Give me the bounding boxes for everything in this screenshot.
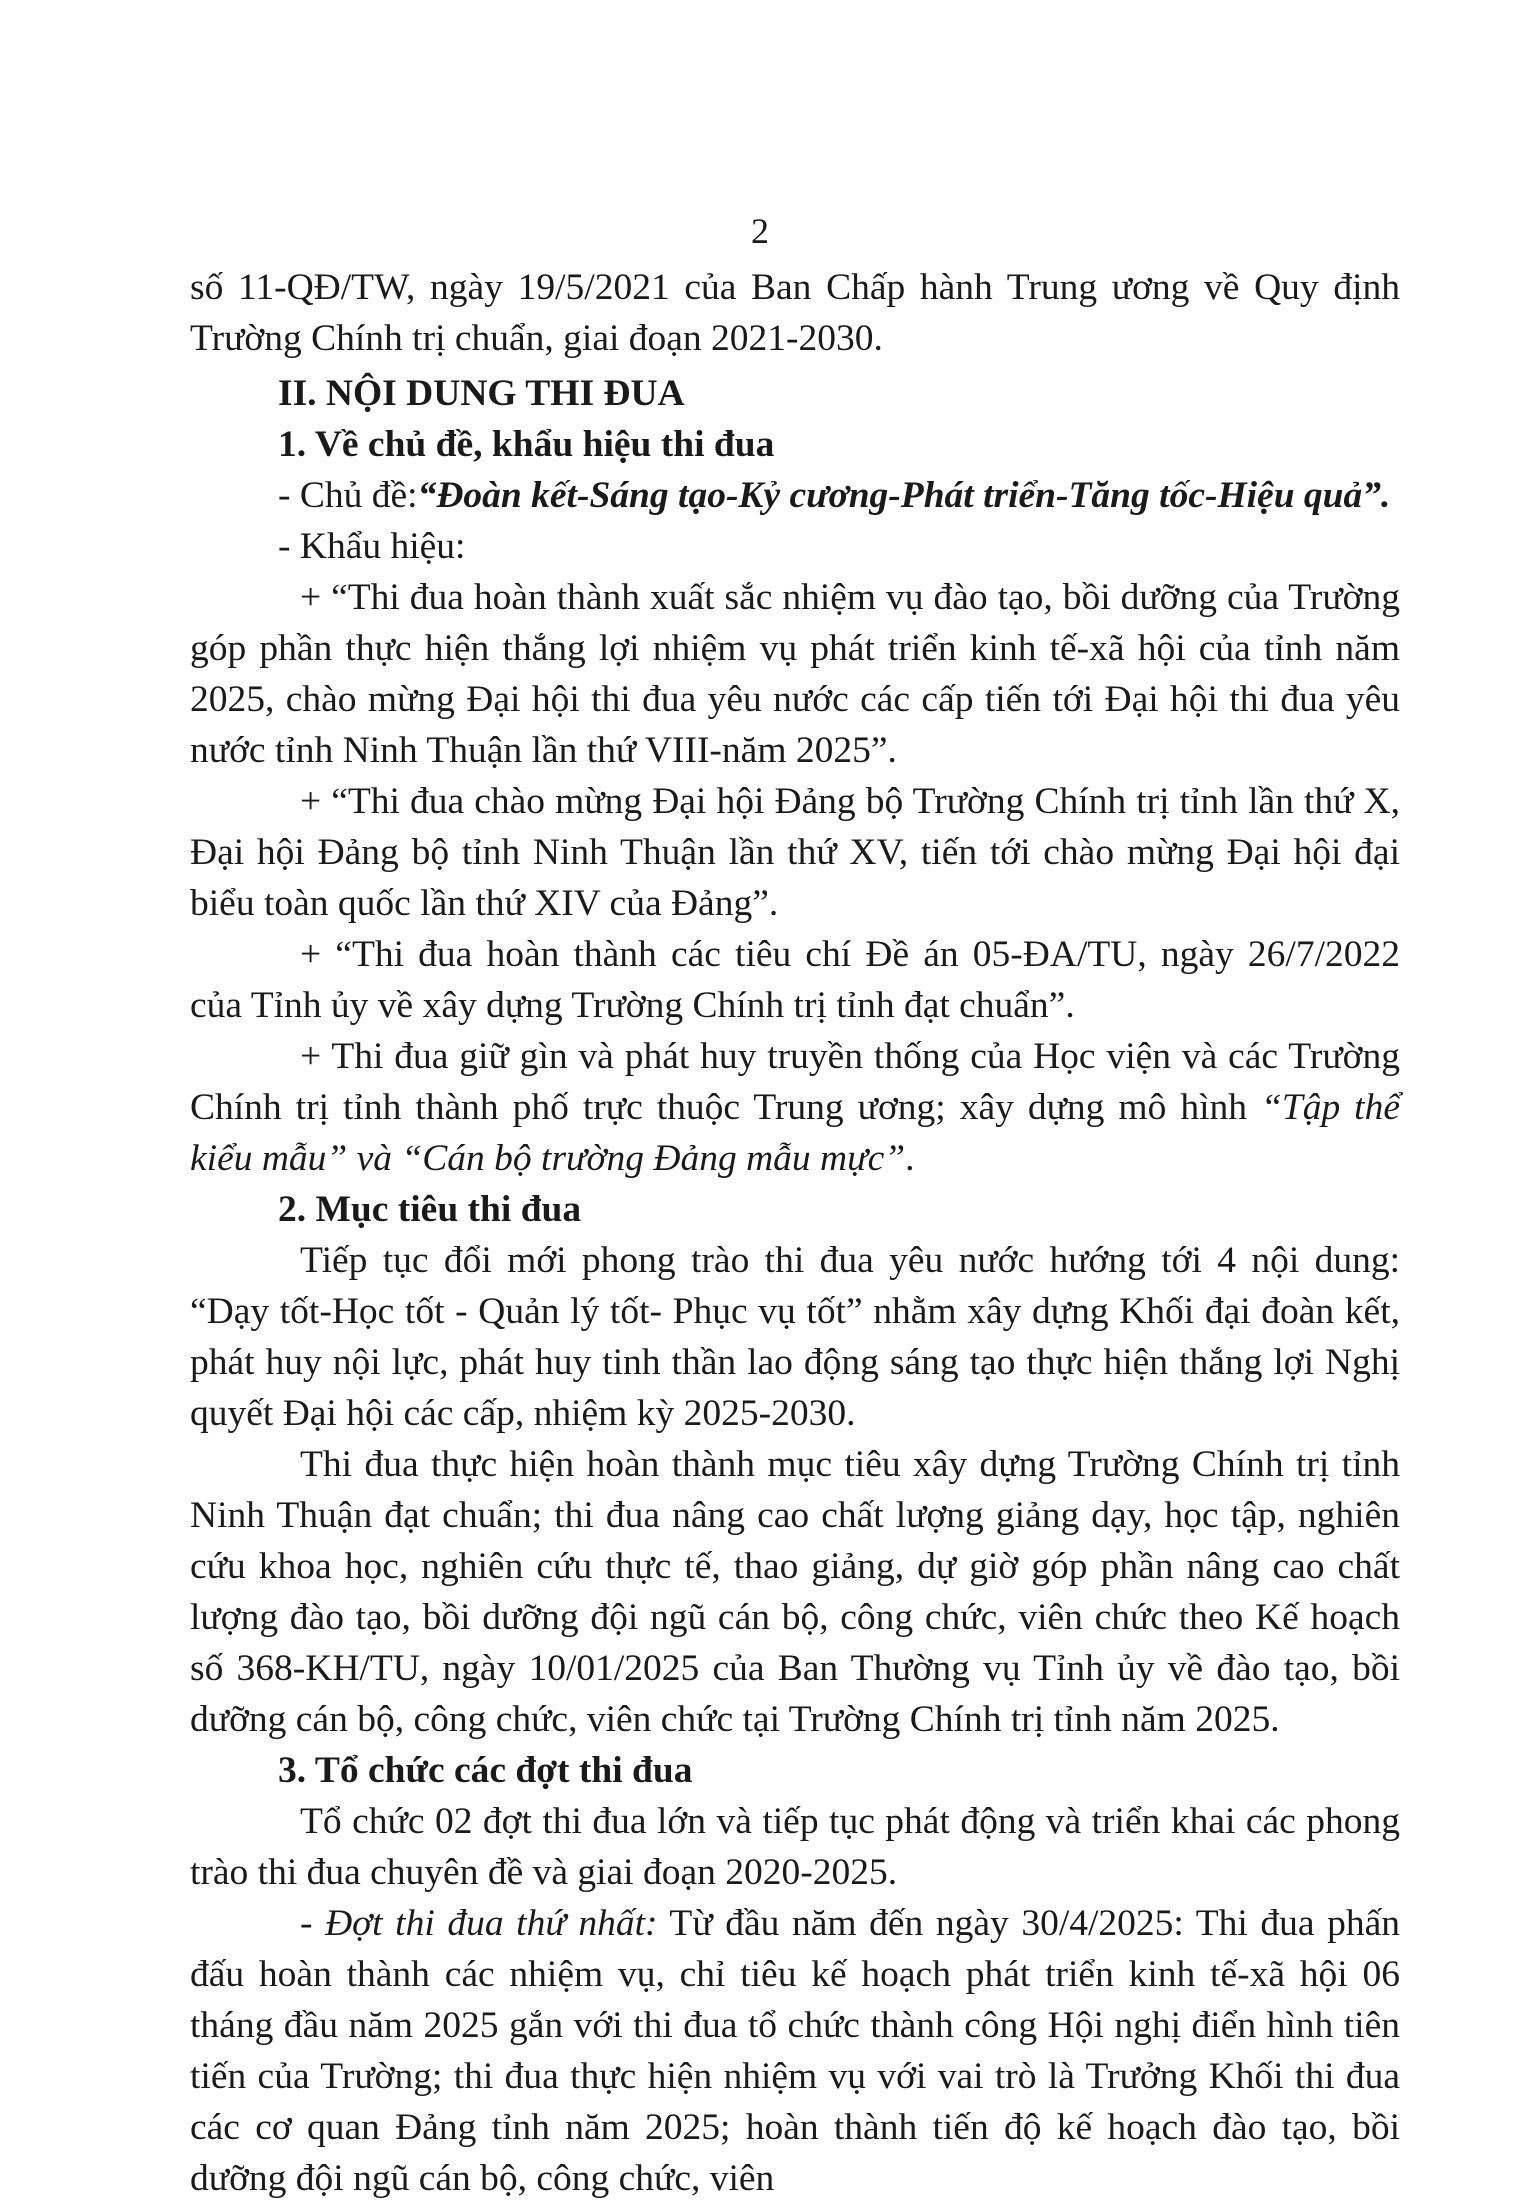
theme-line <box>190 470 1400 521</box>
phase-1-paragraph: - Đợt thi đua thứ nhất: Từ đầu năm đến ngày 30/4/2025: Thi đua phấn đấu hoàn thành các nhiệm vụ, chỉ tiêu kế hoạch phát triển kinh tế-xã hội 06 tháng đầu năm 2025 gắn với thi đua tổ chức thành công Hội nghị điển hình tiên tiến của Trường; thi đua thực hiện nhiệm vụ với vai trò là Trưởng Khối thi đua các cơ quan Đảng tỉnh năm 2025; hoàn thành tiến độ kế hoạch đào tạo, bồi dưỡng đội ngũ cán bộ, công chức, viên <box>190 1903 1400 2199</box>
theme-label: - Chủ đề: <box>278 475 418 516</box>
slogan-item-4: + Thi đua giữ gìn và phát huy truyền thống của Học viện và các Trường Chính trị tỉnh thành phố trực thuộc Trung ương; xây dựng mô hình “Tập thể kiểu mẫu” và “Cán bộ trường Đảng mẫu mực”. <box>190 1036 1400 1179</box>
intro-paragraph: số 11-QĐ/TW, ngày 19/5/2021 của Ban Chấp hành Trung ương về Quy định Trường Chính trị chuẩn, giai đoạn 2021-2030. <box>190 267 1400 359</box>
section-heading: II. NỘI DUNG THI ĐUA <box>278 373 685 414</box>
slogan-label: - Khẩu hiệu: <box>278 526 466 567</box>
theme-text: “Đoàn kết-Sáng tạo-Kỷ cương-Phát triển-Tăng tốc-Hiệu quả”. <box>417 475 1391 516</box>
heading-organization: 3. Tổ chức các đợt thi đua <box>278 1750 693 1791</box>
slogan-item-2: + “Thi đua chào mừng Đại hội Đảng bộ Trường Chính trị tỉnh lần thứ X, Đại hội Đảng bộ tỉnh Ninh Thuận lần thứ XV, tiến tới chào mừng Đại hội đại biểu toàn quốc lần thứ XIV của Đảng”. <box>190 781 1400 924</box>
heading-theme-slogan: 1. Về chủ đề, khẩu hiệu thi đua <box>278 424 775 465</box>
organization-paragraph: Tổ chức 02 đợt thi đua lớn và tiếp tục phát động và triển khai các phong trào thi đua chuyên đề và giai đoạn 2020-2025. <box>190 1801 1400 1893</box>
heading-goals: 2. Mục tiêu thi đua <box>278 1189 582 1230</box>
slogan-item-3: + “Thi đua hoàn thành các tiêu chí Đề án 05-ĐA/TU, ngày 26/7/2022 của Tỉnh ủy về xây dựng Trường Chính trị tỉnh đạt chuẩn”. <box>190 934 1400 1026</box>
slogan-item-1: + “Thi đua hoàn thành xuất sắc nhiệm vụ đào tạo, bồi dưỡng của Trường góp phần thực hiện thắng lợi nhiệm vụ phát triển kinh tế-xã hội của tỉnh năm 2025, chào mừng Đại hội thi đua yêu nước các cấp tiến tới Đại hội thi đua yêu nước tỉnh Ninh Thuận lần thứ VIII-năm 2025”. <box>190 577 1400 771</box>
goal-paragraph-2: Thi đua thực hiện hoàn thành mục tiêu xây dựng Trường Chính trị tỉnh Ninh Thuận đạt chuẩn; thi đua nâng cao chất lượng giảng dạy, học tập, nghiên cứu khoa học, nghiên cứu thực tế, thao giảng, dự giờ góp phần nâng cao chất lượng đào tạo, bồi dưỡng đội ngũ cán bộ, công chức, viên chức theo Kế hoạch số 368-KH/TU, ngày 10/01/2025 của Ban Thường vụ Tỉnh ủy về đào tạo, bồi dưỡng cán bộ, công chức, viên chức tại Trường Chính trị tỉnh năm 2025. <box>190 1444 1400 1740</box>
document-body <box>190 262 1400 2204</box>
page-number: 2 <box>751 211 769 251</box>
phase-1-label: - Đợt thi đua thứ nhất: <box>300 1903 658 1944</box>
goal-paragraph-1: Tiếp tục đổi mới phong trào thi đua yêu nước hướng tới 4 nội dung: “Dạy tốt-Học tốt - Quản lý tốt- Phục vụ tốt” nhằm xây dựng Khối đại đoàn kết, phát huy nội lực, phát huy tinh thần lao động sáng tạo thực hiện thắng lợi Nghị quyết Đại hội các cấp, nhiệm kỳ 2025-2030. <box>190 1240 1400 1434</box>
model-names: “Tập thể kiểu mẫu” và “Cán bộ trường Đảng mẫu mực” <box>190 1087 1400 1179</box>
